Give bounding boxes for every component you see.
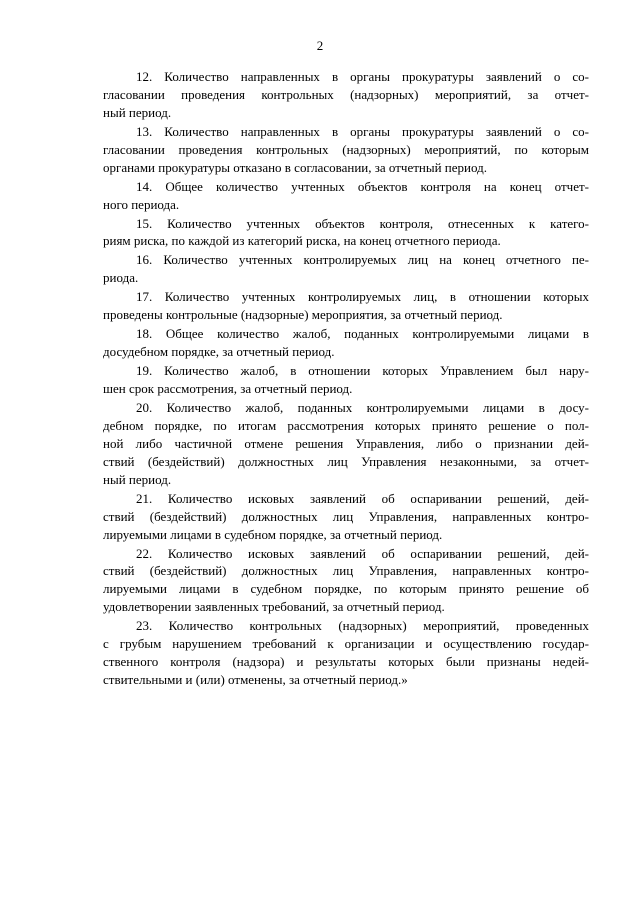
paragraph-line: ного периода. bbox=[103, 196, 180, 212]
paragraph-line: ствий (бездействий) должностных лиц Управления незаконными, за отчет- bbox=[103, 453, 589, 469]
paragraph bbox=[103, 68, 589, 122]
paragraph bbox=[103, 215, 589, 251]
paragraph bbox=[103, 325, 589, 361]
paragraph-line: 13. Количество направленных в органы прокуратуры заявлений о со- bbox=[136, 123, 589, 139]
document-body bbox=[103, 68, 589, 690]
paragraph-line: проведены контрольные (надзорные) мероприятия, за отчетный период. bbox=[103, 307, 503, 323]
paragraph-line: риям риска, по каждой из категорий риска, на конец отчетного периода. bbox=[103, 233, 501, 249]
paragraph-line: ный период. bbox=[103, 104, 172, 120]
paragraph-line: риода. bbox=[103, 270, 139, 286]
paragraph bbox=[103, 251, 589, 287]
paragraph-line: 14. Общее количество учтенных объектов контроля на конец отчет- bbox=[136, 178, 589, 194]
paragraph-line: досудебном порядке, за отчетный период. bbox=[103, 344, 335, 360]
paragraph-line: 20. Количество жалоб, поданных контролируемыми лицами в досу- bbox=[136, 400, 589, 416]
paragraph-line: ственного контроля (надзора) и результаты которых были признаны недей- bbox=[103, 654, 589, 670]
paragraph-line: 18. Общее количество жалоб, поданных контролируемыми лицами в bbox=[136, 326, 589, 342]
paragraph-line: ной либо частичной отмене решения Управления, либо о признании дей- bbox=[103, 435, 589, 451]
paragraph-line: 17. Количество учтенных контролируемых лиц, в отношении которых bbox=[136, 289, 589, 305]
paragraph-line: ствий (бездействий) должностных лиц Управления, направленных контро- bbox=[103, 563, 589, 579]
paragraph-line: гласовании проведения контрольных (надзорных) мероприятий, по которым bbox=[103, 141, 589, 157]
paragraph bbox=[103, 617, 589, 689]
paragraph-line: удовлетворении заявленных требований, за отчетный период. bbox=[103, 599, 445, 615]
paragraph bbox=[103, 362, 589, 398]
paragraph-line: гласовании проведения контрольных (надзорных) мероприятий, за отчет- bbox=[103, 86, 589, 102]
paragraph-line: дебном порядке, по итогам рассмотрения которых принято решение о пол- bbox=[103, 417, 589, 433]
paragraph-line: 19. Количество жалоб, в отношении которых Управлением был нару- bbox=[136, 363, 589, 379]
paragraph bbox=[103, 123, 589, 177]
paragraph-line: 12. Количество направленных в органы прокуратуры заявлений о со- bbox=[136, 69, 589, 84]
paragraph-line: лируемыми лицами в судебном порядке, за отчетный период. bbox=[103, 526, 443, 542]
paragraph-line: 22. Количество исковых заявлений об оспаривании решений, дей- bbox=[136, 545, 589, 561]
paragraph-line: 21. Количество исковых заявлений об оспаривании решений, дей- bbox=[136, 490, 589, 506]
paragraph-line: 23. Количество контрольных (надзорных) мероприятий, проведенных bbox=[136, 618, 589, 634]
paragraph-line: шен срок рассмотрения, за отчетный период. bbox=[103, 381, 353, 397]
paragraph-line: 15. Количество учтенных объектов контроля, отнесенных к катего- bbox=[136, 215, 589, 231]
paragraph-line: органами прокуратуры отказано в согласовании, за отчетный период. bbox=[103, 159, 487, 175]
paragraph-line: ный период. bbox=[103, 471, 172, 487]
paragraph-line: лируемыми лицами в судебном порядке, по которым принято решение об bbox=[103, 581, 589, 597]
paragraph bbox=[103, 545, 589, 617]
paragraph-line: ствительными и (или) отменены, за отчетный период.» bbox=[103, 671, 408, 687]
paragraph-line: 16. Количество учтенных контролируемых лиц на конец отчетного пе- bbox=[136, 252, 589, 268]
paragraph bbox=[103, 288, 589, 324]
page-number: 2 bbox=[316, 38, 324, 53]
paragraph bbox=[103, 178, 589, 214]
paragraph-line: с грубым нарушением требований к организации и осуществлению государ- bbox=[103, 636, 589, 652]
paragraph bbox=[103, 490, 589, 544]
paragraph-line: ствий (бездействий) должностных лиц Управления, направленных контро- bbox=[103, 508, 589, 524]
paragraph bbox=[103, 399, 589, 489]
